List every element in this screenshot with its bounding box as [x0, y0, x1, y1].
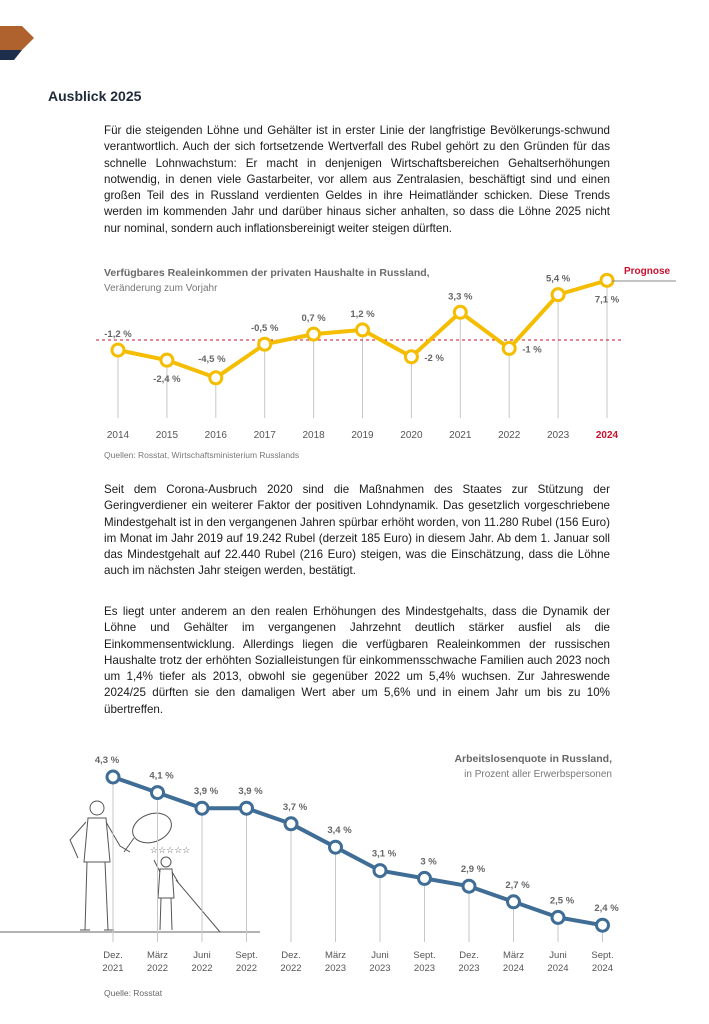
chart2-x-tick-year: 2022 [146, 963, 169, 974]
chart2-data-label: 4,1 % [149, 770, 174, 782]
chart2-source: Quelle: Rosstat [104, 988, 163, 998]
chart1-x-tick: 2014 [106, 430, 130, 441]
chart2-x-tick-month: Dez. [281, 950, 301, 961]
chart2-x-tick-month: Sept. [413, 950, 436, 961]
chart2-x-tick-month: Sept. [591, 950, 614, 961]
chart1-x-tick: 2020 [400, 430, 423, 441]
chart2-point [419, 872, 431, 884]
chart1-x-tick: 2017 [253, 430, 276, 441]
paragraph-3: Es liegt unter anderem an den realen Erhöhungen des Mindestgehalts, dass die Dynamik der Löhne und Gehälter im vergangenen Jahrzehnt deutlich stärker ausfiel als die Einkommensentwicklung. Allerdings liegen die verfügbaren Realeinkommen der russischen Haushalte trotz der erhöhten Sozialleistungen für einkommensschwache Familien auch 2023 noch um 1,4% tiefer als 2013, obwohl sie gegenüber 2022 um 5,4% wuchsen. Zur Jahreswende 2024/25 dürften sie den damaligen Wert aber um 5,6% und in einem Jahr um bis zu 10% übertreffen. [104, 605, 610, 716]
chart1-source: Quellen: Rosstat, Wirtschaftsministerium Russlands [104, 450, 300, 460]
chart2-data-label: 4,3 % [94, 755, 120, 766]
chart2-data-label: 3,9 % [193, 786, 219, 798]
chart2-point [152, 787, 164, 799]
chart2-data-label: 3,7 % [282, 801, 308, 813]
chart2-x-tick-year: 2023 [413, 963, 436, 974]
chart1-subtitle: Veränderung zum Vorjahr [104, 283, 218, 294]
chart2-data-label: 2,7 % [505, 879, 530, 891]
chart1-data-label: -1,2 % [104, 329, 132, 341]
chart2-point [508, 896, 520, 908]
paragraph-2: Seit dem Corona-Ausbruch 2020 sind die Maßnahmen des Staates zur Stützung der Geringverdiener ein weiterer Faktor der positiven Lohndynamik. Das gesetzlich vorgeschriebene Mindestgehalt ist in den vergangenen Jahren spürbar erhöht worden, von 11.280 Rubel (156 Euro) im Monat im Jahr 2019 auf 19.242 Rubel (derzeit 185 Euro) in diesem Jahr. Ab dem 1. Januar soll das Mindestgehalt auf 22.440 Rubel (216 Euro) steigen, was die Einschätzung, dass die Löhne auch im nächsten Jahr steigen werden, bestätigt. [104, 483, 610, 578]
chart1-data-label: -1 % [522, 344, 542, 356]
chart1-x-tick: 2021 [449, 430, 472, 441]
chart2-point [285, 818, 297, 830]
chart1-data-label: 5,4 % [545, 273, 571, 285]
chart1-x-tick: 2024 [595, 430, 619, 441]
chart2-x-tick-month: Juni [549, 950, 567, 961]
magnifier-illustration-icon [0, 801, 260, 932]
chart2-x-tick-month: März [146, 950, 169, 961]
chart2-point [196, 802, 208, 814]
chart2-x-tick-year: 2023 [324, 963, 347, 974]
chart2-data-label: 2,9 % [460, 864, 486, 876]
chart1-title: Verfügbares Realeinkommen der privaten Haushalte in Russland, [104, 267, 430, 279]
chart1-data-label: 0,7 % [301, 313, 326, 325]
chart2-data-label: 3,1 % [371, 848, 397, 860]
chart2-x-tick-month: Juni [193, 950, 211, 961]
chart1-data-label: 7,1 % [594, 294, 620, 306]
chart2-x-tick-month: März [502, 950, 525, 961]
chart2-point [552, 911, 564, 923]
chart2-point [241, 802, 253, 814]
chart2-x-tick-year: 2024 [591, 963, 614, 974]
chart2-x-tick-year: 2022 [191, 963, 213, 974]
chart2-x-tick-year: 2022 [280, 963, 302, 974]
chart1-x-tick: 2023 [546, 430, 570, 441]
chart2-x-tick-year: 2023 [458, 963, 480, 974]
svg-text:☆☆☆☆☆: ☆☆☆☆☆ [150, 845, 191, 855]
chart1-data-label: -0,5 % [250, 323, 279, 335]
chart2-x-tick-year: 2024 [547, 963, 569, 974]
chart2-x-tick-month: Sept. [235, 950, 258, 961]
chart1-data-label: 3,3 % [448, 291, 473, 303]
chart2-data-label: 2,4 % [594, 903, 619, 915]
section-heading: Ausblick 2025 [48, 88, 142, 104]
paragraph-1: Für die steigenden Löhne und Gehälter ist in erster Linie der langfristige Bevölkerungs-schwund verantwortlich. Auch der sich fortsetzende Wertverfall des Rubel gehört zu den Gründen für das schnelle Lohnwachstum: Er macht in denjenigen Wirtschaftsbereichen Gehaltserhöhungen notwendig, in denen viele Gastarbeiter, vor allem aus Zentralasien, beschäftigt sind und einen großen Teil des in Russland verdienten Geldes in ihre Heimatländer schicken. Diese Trends werden im kommenden Jahr und darüber hinaus sicher anhalten, so dass die Löhne 2025 nicht nur nominal, sondern auch inflationsbereinigt weiter steigen dürften. [104, 124, 610, 235]
chart1-x-tick: 2018 [302, 430, 325, 441]
chart1-x-tick: 2015 [155, 430, 179, 441]
chart2-x-tick-month: März [324, 950, 347, 961]
chart2-point [107, 771, 119, 783]
chart1-data-label: -2,4 % [153, 374, 181, 386]
chart1-x-tick: 2016 [204, 430, 227, 441]
chart2-data-label: 3,9 % [238, 786, 263, 798]
chart2-x-tick-year: 2024 [502, 963, 525, 974]
chart2-point [330, 841, 342, 853]
chart2-x-tick-year: 2021 [102, 963, 124, 974]
chart2-subtitle: in Prozent aller Erwerbspersonen [464, 769, 612, 780]
chart2-x-tick-month: Dez. [459, 950, 479, 961]
chart1-x-tick: 2019 [351, 430, 374, 441]
chart1-x-tick: 2022 [498, 430, 521, 441]
chart2-data-label: 3,4 % [327, 825, 352, 837]
chart2-point [374, 865, 386, 877]
chart2-x-tick-month: Juni [371, 950, 389, 961]
chart1-data-label: -4,5 % [198, 353, 226, 365]
chart2-title: Arbeitslosenquote in Russland, [454, 753, 612, 765]
chart2-x-tick-year: 2022 [235, 963, 258, 974]
chart1-data-label: 1,2 % [350, 308, 375, 320]
chart2-point [463, 880, 475, 892]
chart2-data-label: 3 % [420, 856, 437, 868]
chart1-forecast-label: Prognose [624, 266, 671, 277]
chart2-data-label: 2,5 % [549, 895, 575, 907]
chart2-x-tick-month: Dez. [103, 950, 123, 961]
chart2-x-tick-year: 2023 [369, 963, 391, 974]
chart2-point [597, 919, 609, 931]
chart1-data-label: -2 % [424, 352, 444, 364]
